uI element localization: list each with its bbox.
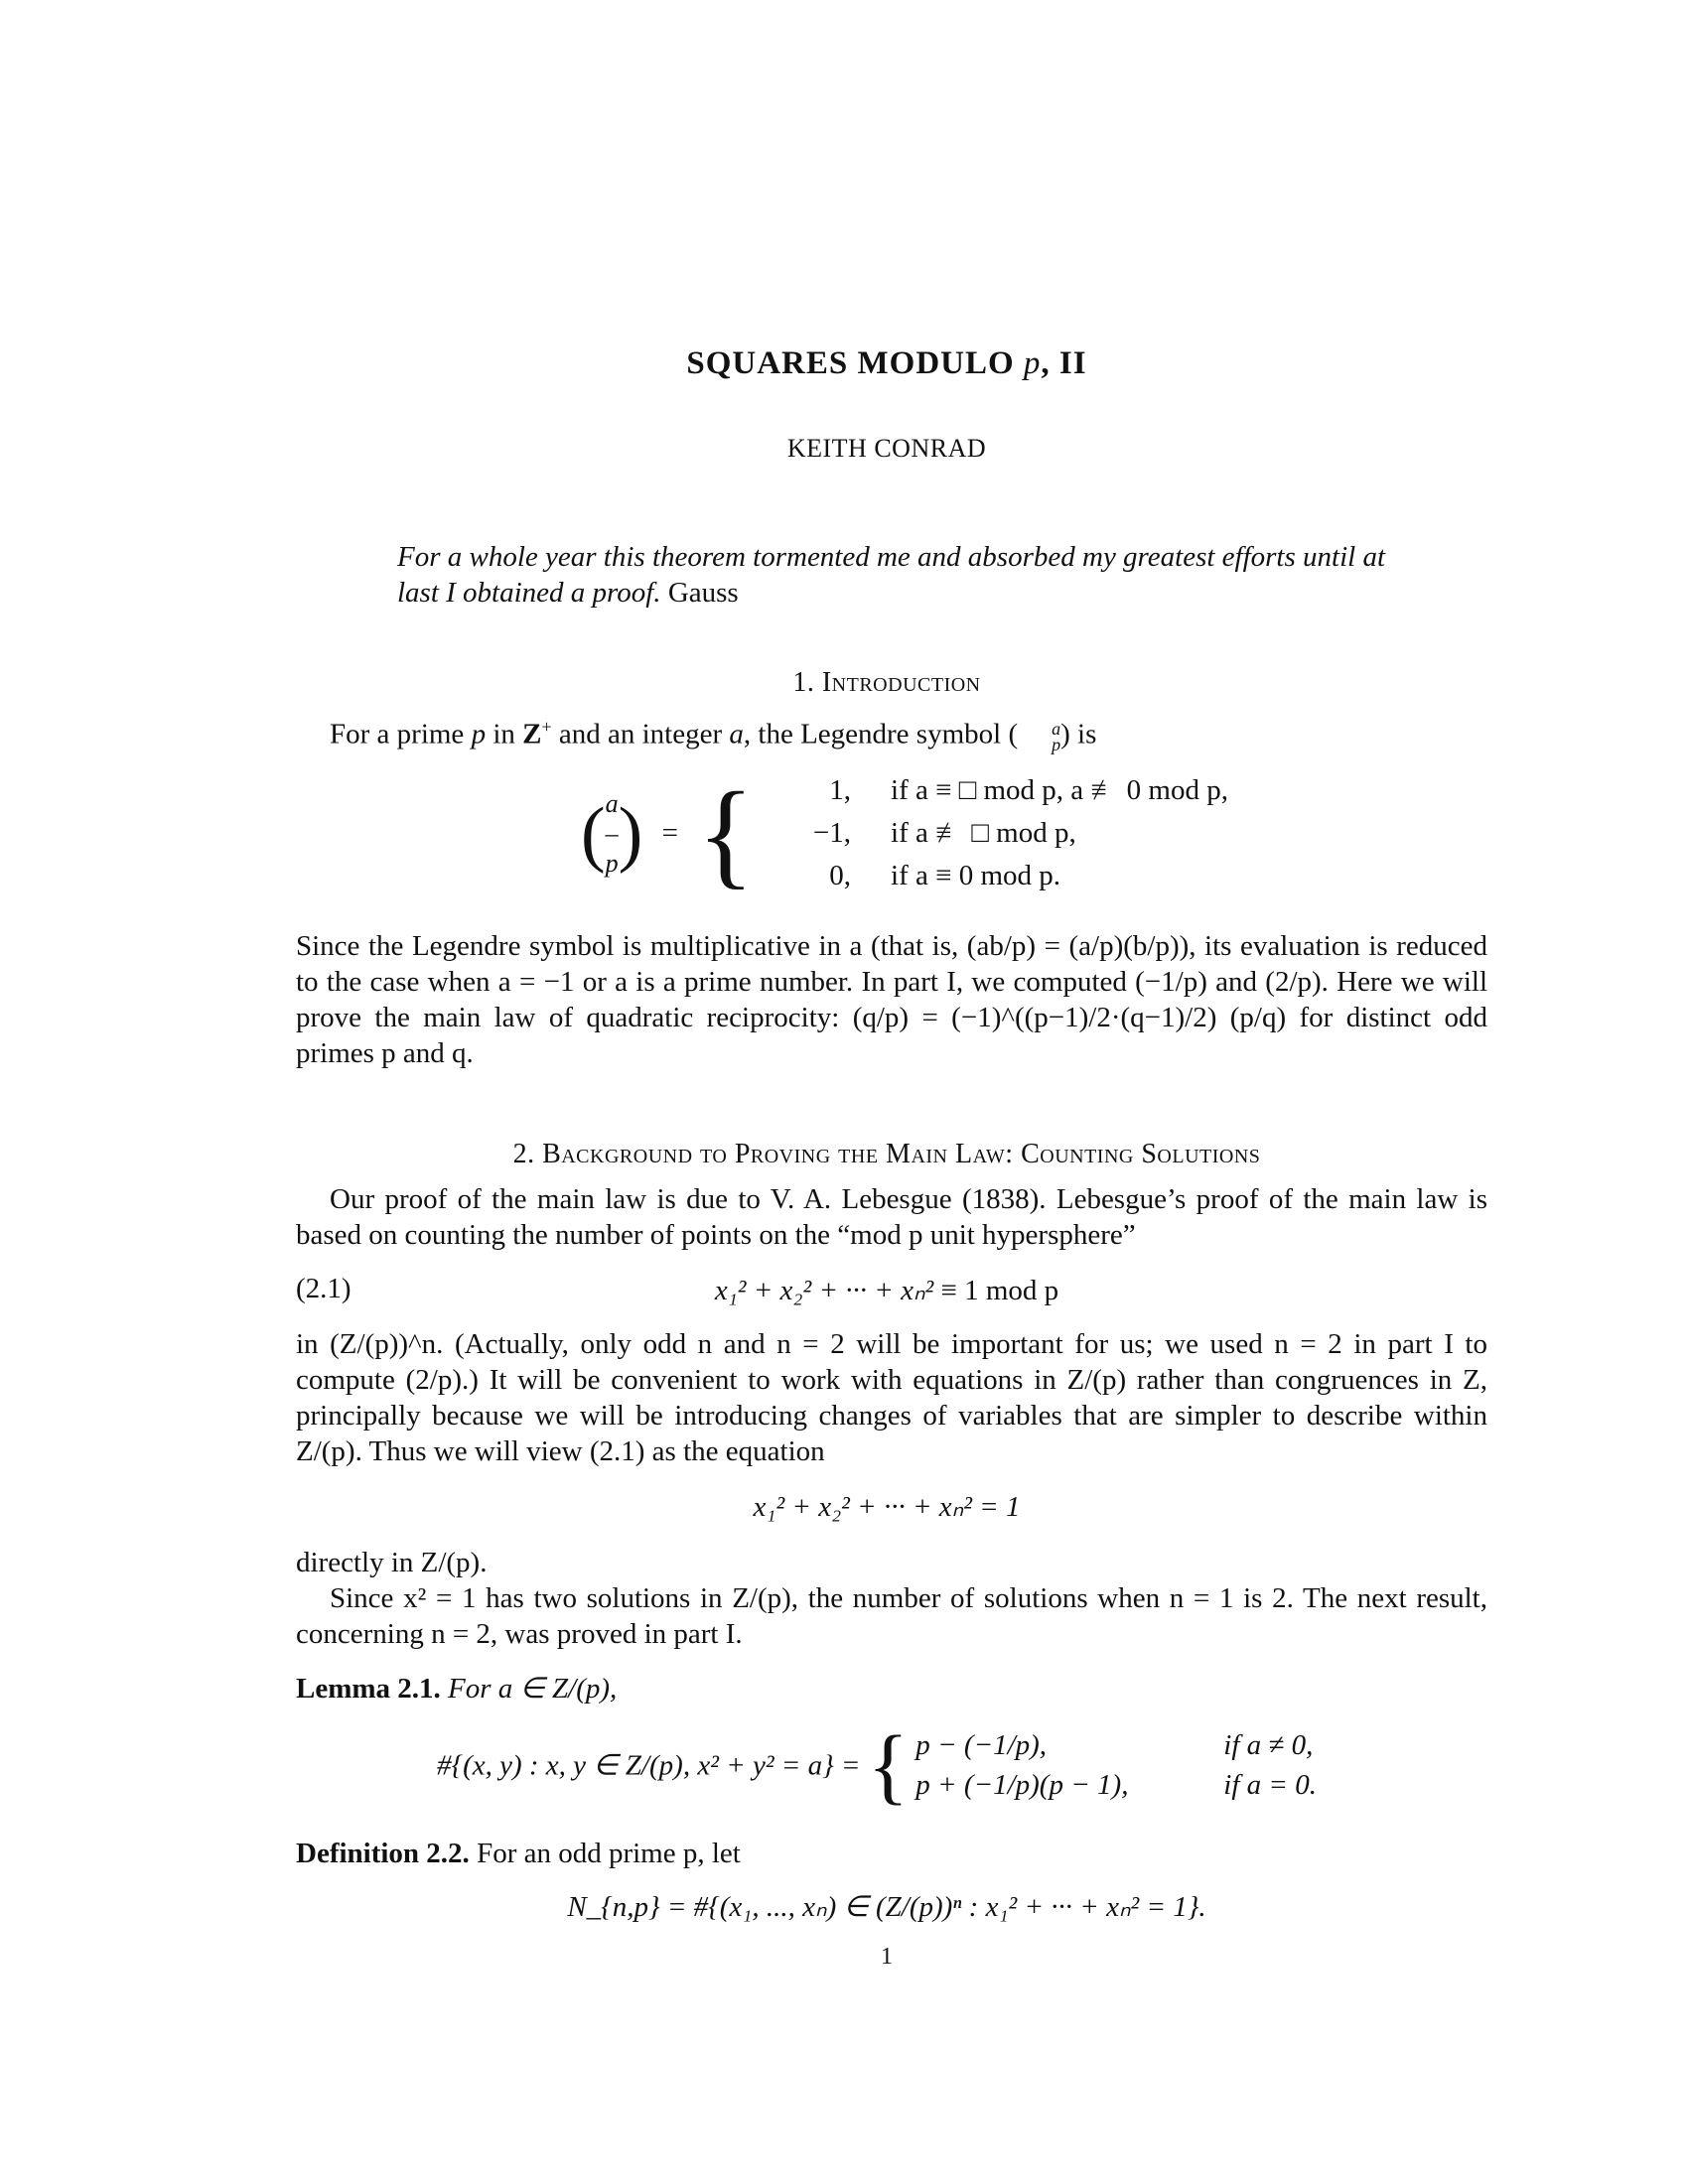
section-title: Background to Proving the Main Law: Counting Solutions <box>542 1139 1261 1169</box>
directly-paragraph: directly in Z/(p). <box>296 1547 488 1578</box>
legendre-cases: 1, if a ≡ □ mod p, a ≢ 0 mod p, −1, if a ≢ □ mod p, 0, if a ≡ 0 mod p. <box>812 774 1228 891</box>
equation-unlabeled: x₁² + x₂² + ··· + xₙ² = 1 <box>753 1491 1021 1523</box>
lemma-statement: For a ∈ Z/(p), <box>448 1673 618 1705</box>
epigraph-quote: For a whole year this theorem tormented me and absorbed my greatest efforts until at last I obtained a proof. <box>397 541 1386 609</box>
definition-statement: For an odd prime p, let <box>477 1838 741 1869</box>
title-variable: p <box>1023 345 1042 381</box>
intro-paragraph: For a prime p in Z+ and an integer a, the Legendre symbol ( a p ) is <box>330 717 1097 754</box>
lemma-cases: p − (−1/p), if a ≠ 0, p + (−1/p)(p − 1), if a = 0. <box>915 1729 1317 1801</box>
page-number: 1 <box>881 1944 893 1970</box>
zp-paragraph: in (Z/(p))^n. (Actually, only odd n and n = 2 will be important for us; we used n = 2 in part I to compute (2/p).) It will be convenient to work with equations in Z/(p) rather than congruences in Z, principally because we will be introducing changes of variables that are simpler to describe within Z/(p). Thus we will view (2.1) as the equation <box>296 1328 1487 1467</box>
equation-2-1 <box>0 1273 1688 1307</box>
n-equals-one-paragraph: Since x² = 1 has two solutions in Z/(p), the number of solutions when n = 1 is 2. The next result, concerning n = 2, was proved in part I. <box>296 1582 1487 1650</box>
title-text: SQUARES MODULO <box>686 345 1024 381</box>
equation-rhs: ≡ 1 mod p <box>940 1275 1059 1306</box>
equation-label-2-1: (2.1) <box>296 1273 352 1304</box>
definition-formula: N_{n,p} = #{(x₁, ..., xₙ) ∈ (Z/(p))ⁿ : x₁² + ··· + xₙ² = 1}. <box>567 1891 1206 1923</box>
section-heading-background <box>0 1139 1688 1170</box>
paper-title <box>0 345 1688 382</box>
legendre-definition: ( a – p ) = { 1, if a ≡ □ mod p, a ≢ 0 mod p, −1, if a ≢ □ mod p, 0, if a ≡ 0 mod p. <box>581 766 1228 899</box>
section-heading-introduction <box>0 667 1688 699</box>
epigraph <box>397 539 1390 611</box>
title-suffix: , II <box>1041 345 1087 381</box>
definition-label: Definition 2.2. <box>296 1838 470 1869</box>
definition-2-2 <box>296 1836 1487 1871</box>
lemma-formula: #{(x, y) : x, y ∈ Z/(p), x² + y² = a} = { p − (−1/p), if a ≠ 0, p + (−1/p)(p − 1), if a = 0. <box>437 1717 1317 1813</box>
section-title: Introduction <box>821 667 981 698</box>
multiplicativity-paragraph: Since the Legendre symbol is multiplicative in a (that is, (ab/p) = (a/p)(b/p)), its evaluation is reduced to the case when a = −1 or a is a prime number. In part I, we computed (−1/p) and (2/p). Here we will prove the main law of quadratic reciprocity: (q/p) = (−1)^((p−1)/2·(q−1)/2) (p/q) for distinct odd primes p and q. <box>296 930 1487 1069</box>
section-number: 1. <box>792 667 815 698</box>
equation-lhs: x₁² + x₂² + ··· + xₙ² <box>714 1275 934 1306</box>
section-number: 2. <box>512 1139 535 1169</box>
author-name: KEITH CONRAD <box>786 434 987 463</box>
lemma-lhs: #{(x, y) : x, y ∈ Z/(p), x² + y² = a} = <box>437 1749 861 1782</box>
lemma-label: Lemma 2.1. <box>296 1673 441 1705</box>
epigraph-attribution: Gauss <box>667 577 739 609</box>
lemma-2-1 <box>296 1671 1487 1706</box>
lebesgue-paragraph: Our proof of the main law is due to V. A. Lebesgue (1838). Lebesgue’s proof of the main law is based on counting the number of points on the “mod p unit hypersphere” <box>296 1183 1487 1251</box>
